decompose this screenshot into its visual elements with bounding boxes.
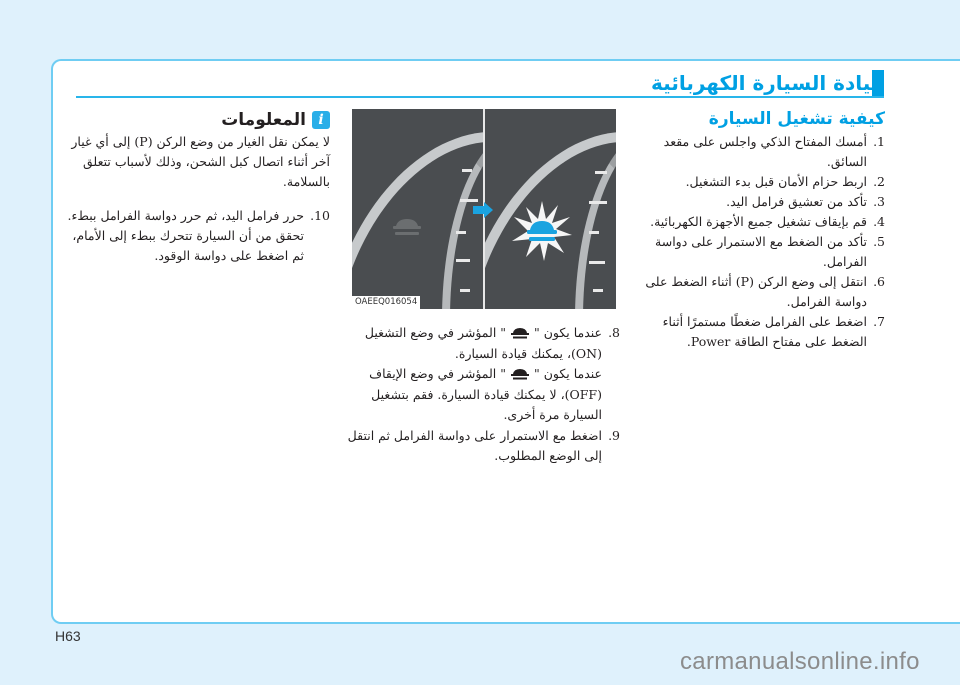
steps-continued: [340, 323, 620, 467]
step-number: 6.: [873, 274, 885, 289]
step-2: [625, 172, 885, 192]
how-to-start-heading: كيفية تشغيل السيارة: [708, 109, 885, 129]
step-9: [340, 426, 620, 467]
ready-indicator-off-icon: [390, 217, 424, 237]
figure-panel-off: [352, 109, 483, 309]
step-number: 7.: [873, 314, 885, 329]
step-1: [625, 132, 885, 172]
cluster-indicator-figure: [352, 109, 616, 309]
step-number: 8.: [608, 325, 620, 340]
step-8: [340, 323, 620, 426]
step-text: قم بإيقاف تشغيل جميع الأجهزة الكهربائية.: [650, 214, 867, 229]
watermark: carmanualsonline.info: [680, 648, 920, 675]
step-4: [625, 212, 885, 232]
step-8-text-b: " المؤشر في وضع التشغيل (ON)، يمكنك قيادة السيارة.: [364, 325, 602, 361]
step-number: 3.: [873, 194, 885, 209]
step-text: تأكد من الضغط مع الاستمرار على دواسة الفرامل.: [655, 234, 867, 269]
step-number: 9.: [608, 427, 620, 443]
page-number: H63: [55, 628, 81, 644]
ready-indicator-icon: [510, 328, 530, 339]
step-6: [625, 272, 885, 312]
step-8-text-a: عندما يكون ": [533, 325, 602, 340]
arrow-right-icon: [473, 202, 493, 218]
info-icon: i: [312, 111, 330, 129]
section-title: قيادة السيارة الكهربائية: [651, 71, 884, 95]
step-text: اضغط على الفرامل ضغطًا مستمرًا أثناء الضغط على مفتاح الطاقة Power.: [662, 314, 867, 349]
step-text: اضغط مع الاستمرار على دواسة الفرامل ثم انتقل إلى الوضع المطلوب.: [347, 427, 602, 463]
step-text: اربط حزام الأمان قبل بدء التشغيل.: [685, 174, 867, 189]
step-7: [625, 312, 885, 352]
ready-indicator-icon: [510, 369, 530, 380]
step-number: 5.: [873, 234, 885, 249]
step-8-text-c: عندما يكون ": [533, 366, 602, 381]
step-number: 4.: [873, 214, 885, 229]
section-title-rule: [76, 96, 884, 98]
step-text: أمسك المفتاح الذكي واجلس على مقعد السائق.: [663, 134, 867, 169]
step-number: 1.: [873, 134, 885, 149]
info-title: المعلومات: [221, 110, 306, 130]
info-text: لا يمكن نقل الغيار من وضع الركن (P) إلى أي غيار آخر أثناء اتصال كبل الشحن، وذلك لأسباب تتعلق بالسلامة.: [71, 134, 330, 189]
step-3: [625, 192, 885, 212]
step-8-text-d: " المؤشر في وضع الإيقاف (OFF)، لا يمكنك قيادة السيارة. فقم بتشغيل السيارة مرة أخرى.: [369, 366, 602, 422]
step-number: 2.: [873, 174, 885, 189]
info-section: [60, 110, 330, 266]
ready-indicator-on-icon: [510, 199, 574, 263]
figure-code: OAEEQ016054: [352, 296, 420, 309]
figure-panel-on: [485, 109, 616, 309]
step-text: انتقل إلى وضع الركن (P) أثناء الضغط على دواسة الفرامل.: [645, 274, 867, 309]
step-10: [60, 206, 330, 266]
how-to-start-section: [625, 108, 885, 352]
info-header: [60, 110, 330, 130]
step-text: حرر فرامل اليد، ثم حرر دواسة الفرامل ببطء. تحقق من أن السيارة تتحرك ببطء إلى الأمام، ثم اضغط على دواسة الوقود.: [67, 208, 304, 263]
step-5: [625, 232, 885, 272]
step-number: 10.: [310, 208, 330, 223]
step-text: تأكد من تعشيق فرامل اليد.: [726, 194, 867, 209]
